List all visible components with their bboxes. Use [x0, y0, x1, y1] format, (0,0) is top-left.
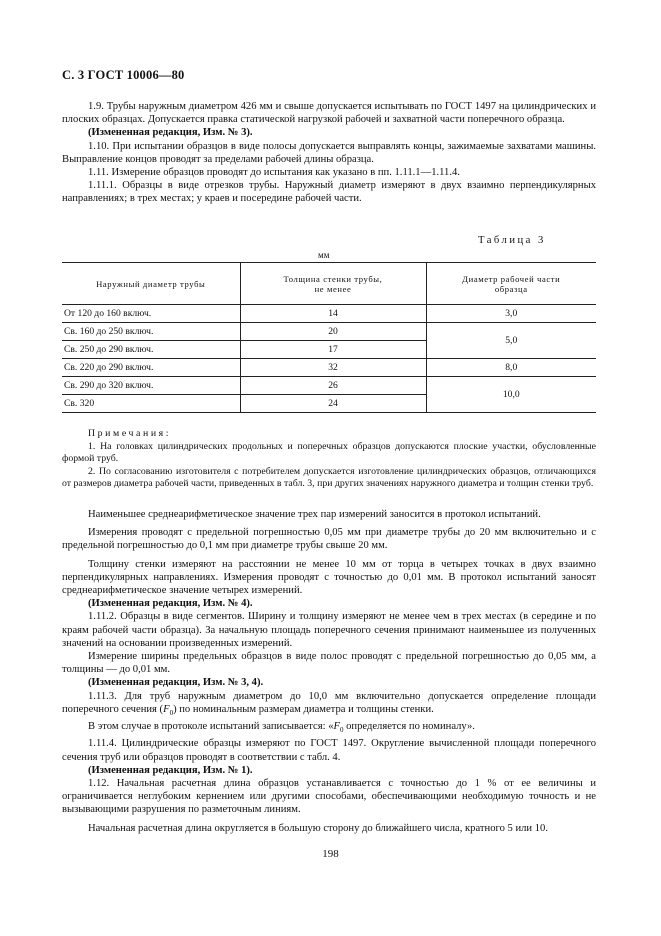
- table-unit: мм: [318, 250, 330, 260]
- cell-diameter: От 120 до 160 включ.: [62, 305, 240, 323]
- cell-thickness: 24: [240, 395, 426, 413]
- cell-work-diameter: 10,0: [426, 377, 596, 413]
- cell-thickness: 14: [240, 305, 426, 323]
- cell-diameter: Св. 160 до 250 включ.: [62, 323, 240, 341]
- paragraph-wall-thickness: Толщину стенки измеряют на расстоянии не менее 10 мм от торца в четырех точках в двух взаимно перпендикулярных направлениях. Измерения проводят с точностью до 0,01 мм. В протокол испытаний заносят среднеарифметическое значение четырех измерений.: [62, 558, 596, 597]
- cell-work-diameter: 3,0: [426, 305, 596, 323]
- cell-work-diameter: 8,0: [426, 359, 596, 377]
- paragraph-1-11-1: 1.11.1. Образцы в виде отрезков трубы. Наружный диаметр измеряют в двух взаимно перпендикулярных направлениях; в трех местах; у краев и посередине рабочей части.: [62, 180, 596, 205]
- header-wall-thickness: Толщина стенки трубы, не менее: [240, 263, 426, 305]
- cell-thickness: 26: [240, 377, 426, 395]
- formula-variable: F: [333, 721, 340, 733]
- table-row: [62, 359, 596, 377]
- cell-diameter: Св. 290 до 320 включ.: [62, 377, 240, 395]
- text-fragment: ) по номинальным размерам диаметра и толщины стенки.: [173, 703, 434, 715]
- paragraph-gauge-length-rounding: Начальная расчетная длина округляется в большую сторону до ближайшего числа, кратного 5 или 10.: [88, 822, 548, 834]
- text-fragment: 1.11.3. Для труб наружным диаметром до 10,0 мм включительно допускается определение площади поперечного сечения (: [62, 690, 596, 715]
- note-2: 2. По согласованию изготовителя с потребителем допускается изготовление цилиндрических образцов, отличающихся от размеров диаметра рабочей части, приведенных в табл. 3, при других значениях наружного диаметра и толщин стенки труб.: [62, 465, 596, 490]
- note-1: 1. На головках цилиндрических продольных и поперечных образцов допускаются плоские участки, обусловленные формой труб.: [62, 440, 596, 465]
- bottom-text-block: [62, 508, 596, 835]
- top-text-block: [62, 100, 596, 206]
- page-number: 198: [322, 848, 339, 860]
- paragraph-measurement-error: Измерения проводят с предельной погрешностью 0,05 мм при диаметре трубы до 20 мм включительно и с предельной погрешностью до 0,1 мм при диаметре трубы свыше 20 мм.: [62, 527, 596, 552]
- paragraph-1-11-3: [62, 690, 596, 721]
- table-row: [62, 323, 596, 341]
- paragraph-1-11-2: 1.11.2. Образцы в виде сегментов. Ширину и толщину измеряют не менее чем в трех местах (в середине и по краям рабочей части образца). За начальную площадь поперечного сечения принимают наименьшее из полученных значений на основании произведенных измерений.: [62, 611, 596, 649]
- paragraph-1-11: 1.11. Измерение образцов проводят до испытания как указано в пп. 1.11.1—1.11.4.: [88, 167, 460, 179]
- table-caption: Таблица 3: [478, 235, 546, 246]
- revision-note: (Измененная редакция, Изм. № 4).: [88, 598, 253, 610]
- table-3: [62, 262, 596, 413]
- text-fragment: В этом случае в протоколе испытаний записывается: «: [88, 721, 334, 733]
- formula-subscript: 0: [169, 708, 174, 717]
- revision-note: (Измененная редакция, Изм. № 3).: [88, 127, 253, 139]
- paragraph-measurements-record: Наименьшее среднеарифметическое значение трех пар измерений заносится в протокол испытаний.: [88, 509, 541, 520]
- header-outer-diameter: Наружный диаметр трубы: [62, 263, 240, 305]
- header-work-diameter: Диаметр рабочей части образца: [426, 263, 596, 305]
- formula-variable: F: [163, 703, 170, 715]
- cell-diameter: Св. 250 до 290 включ.: [62, 341, 240, 359]
- cell-diameter: Св. 320: [62, 395, 240, 413]
- paragraph-1-10: 1.10. При испытании образцов в виде полосы допускается выправлять концы, зажимаемые захватами машины. Выправление концов проводят за пределами рабочей длины образца.: [62, 140, 596, 165]
- table-row: [62, 305, 596, 323]
- table-row: [62, 377, 596, 395]
- paragraph-1-11-4: 1.11.4. Цилиндрические образцы измеряют по ГОСТ 1497. Округление вычисленной площади поперечного сечения труб или образцов проводят в соответствии с табл. 4.: [62, 738, 596, 763]
- page-header: С. 3 ГОСТ 10006—80: [62, 68, 185, 82]
- cell-thickness: 20: [240, 323, 426, 341]
- revision-note: (Измененная редакция, Изм. № 3, 4).: [88, 677, 264, 689]
- formula-subscript: 0: [339, 726, 344, 735]
- revision-note: (Измененная редакция, Изм. № 1).: [88, 764, 253, 776]
- text-fragment: определяется по номиналу».: [343, 721, 475, 733]
- cell-thickness: 32: [240, 359, 426, 377]
- paragraph-1-12: 1.12. Начальная расчетная длина образцов устанавливается с точностью до 1 % от ее величины и ограничивается неглубоким кернением или другими способами, обеспечивающими необходимую точность и не вызывающими разрушения по разметочным линиям.: [62, 778, 596, 816]
- notes-title: Примечания:: [88, 428, 172, 439]
- cell-work-diameter: 5,0: [426, 323, 596, 359]
- paragraph-1-9: 1.9. Трубы наружным диаметром 426 мм и свыше допускается испытывать по ГОСТ 1497 на цилиндрических и плоских образцах. Допускается правка статической нагрузкой рабочей и захватной части поперечного образца.: [62, 101, 596, 126]
- table-notes: [62, 428, 596, 491]
- cell-thickness: 17: [240, 341, 426, 359]
- cell-diameter: Св. 220 до 290 включ.: [62, 359, 240, 377]
- paragraph-width-measurement: Измерение ширины предельных образцов в виде полос проводят с предельной погрешностью до 0,05 мм, а толщины — до 0,01 мм.: [62, 651, 596, 676]
- paragraph-protocol-entry: [62, 720, 596, 737]
